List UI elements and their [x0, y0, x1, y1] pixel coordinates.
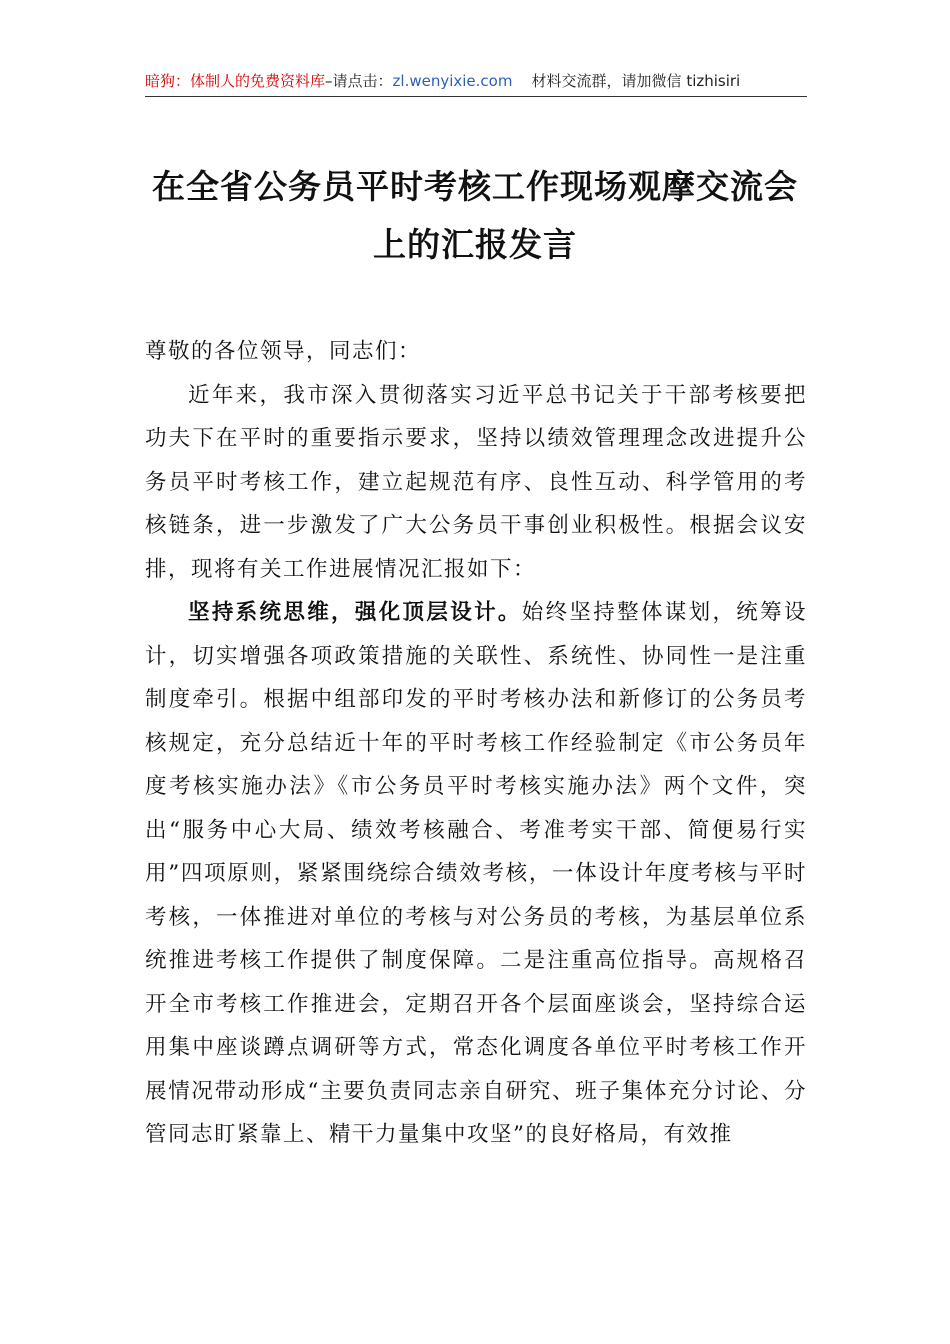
document-body [145, 330, 807, 1157]
header-brand-text: 暗狗：体制人的免费资料库 [145, 72, 326, 90]
salutation: 尊敬的各位领导，同志们： [145, 339, 422, 364]
intro-paragraph: 近年来，我市深入贯彻落实习近平总书记关于干部考核要把功夫下在平时的重要指示要求，坚持以绩效管理理念改进提升公务员平时考核工作，建立起规范有序、良性互动、科学管用的考核链条，进一步激发了广大公务员干事创业积极性。根据会议安排，现将有关工作进展情况汇报如下： [145, 382, 807, 582]
watermark-header [145, 66, 807, 97]
document-title: 在全省公务员平时考核工作现场观摩交流会上的汇报发言 [152, 167, 798, 264]
header-click-text: –请点击： [325, 72, 393, 90]
header-group-text: 材料交流群，请加微信 tizhisiri [531, 72, 741, 90]
section-1-paragraph [145, 591, 807, 1157]
section-1-body: 始终坚持整体谋划，统筹设计，切实增强各项政策措施的关联性、系统性、协同性一是注重制度牵引。根据中组部印发的平时考核办法和新修订的公务员考核规定，充分总结近十年的平时考核工作经验制定《市公务员年度考核实施办法》《市公务员平时考核实施办法》两个文件，突出“服务中心大局、绩效考核融合、考准考实干部、简便易行实用”四项原则，紧紧围绕综合绩效考核，一体设计年度考核与平时考核，一体推进对单位的考核与对公务员的考核，为基层单位系统推进考核工作提供了制度保障。二是注重高位指导。高规格召开全市考核工作推进会，定期召开各个层面座谈会，坚持综合运用集中座谈蹲点调研等方式，常态化调度各单位平时考核工作开展情况带动形成“主要负责同志亲自研究、班子集体充分讨论、分管同志盯紧靠上、精干力量集中攻坚”的良好格局，有效推 [145, 600, 807, 1147]
header-url-link[interactable]: zl.wenyixie.com [392, 72, 513, 90]
section-1-heading: 坚持系统思维，强化顶层设计。 [188, 600, 522, 625]
